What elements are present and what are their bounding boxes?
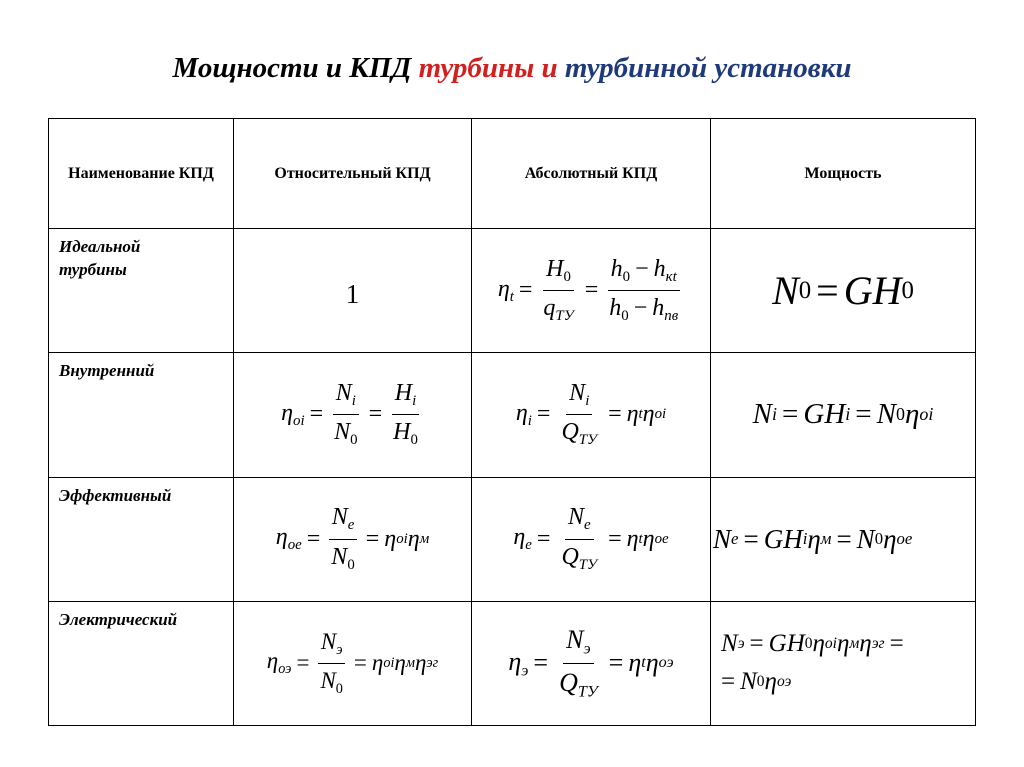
formula-N0: N 0 = G H 0: [772, 268, 914, 314]
header-name: Наименование КПД: [49, 119, 234, 229]
formula-eta-oe: $\eta_{oe}$ = $\frac{N_e}{N_0}$ = η oi η м: [275, 504, 430, 573]
row-label: Электрический: [59, 609, 178, 629]
formula-Ne-el-line2: = N 0 η оэ: [721, 668, 792, 696]
absolute-cell: [472, 353, 711, 477]
absolute-cell: [472, 601, 711, 725]
title-part-black: Мощности и КПД: [172, 52, 419, 84]
page-title: [0, 52, 1024, 85]
row-label-cell: [49, 477, 234, 601]
relative-cell: [234, 229, 472, 353]
table-row: [49, 229, 976, 353]
formula-eta-t: $\eta_t$ = $\frac{H_0}{q_{ТУ}}$ = $\frac{h_0 - h_{кt}}{h_0 - h_{пв}}$: [497, 256, 679, 325]
table-row: [49, 353, 976, 477]
absolute-cell: [472, 229, 711, 353]
power-cell: [711, 601, 976, 725]
formula-eta-i: $\eta_i$ = $\frac{N_i}{Q_{ТУ}}$ = η t η oi: [515, 380, 667, 449]
formula-eta-el: $\eta_э$ = $\frac{N_э}{Q_{ТУ}}$ = η t η оэ: [508, 625, 674, 701]
title-part-red: турбины: [418, 52, 535, 84]
row-label-cell: [49, 353, 234, 477]
row-label: Идеальной турбины: [59, 237, 141, 280]
formula-eta-oe-el: $\eta_{оэ}$ = $\frac{N_э}{N_0}$ = η oi η м η эг: [266, 628, 439, 697]
power-cell: [711, 477, 976, 601]
row-label: Эффективный: [59, 485, 172, 505]
table-row: [49, 601, 976, 725]
efficiency-table: [48, 118, 976, 726]
header-row: [49, 119, 976, 229]
header-absolute: Абсолютный КПД: [472, 119, 711, 229]
relative-cell: [234, 477, 472, 601]
formula-eta-oi: $\eta_{oi}$ = $\frac{N_i}{N_0}$ = $\frac{H_i}{H_0}$: [281, 380, 418, 449]
power-cell: [711, 229, 976, 353]
power-cell: [711, 353, 976, 477]
formula-eta-e: $\eta_e$ = $\frac{N_e}{Q_{ТУ}}$ = η t η oe: [513, 504, 669, 573]
table-row: [49, 477, 976, 601]
title-part-red-2: и: [534, 52, 565, 84]
formula-Ne-el-line1: N э = G H 0 η oi η м η эг =: [721, 630, 904, 658]
header-power: Мощность: [711, 119, 976, 229]
relative-cell: [234, 601, 472, 725]
row-label-cell: [49, 601, 234, 725]
formula-Ni: N i = G H i = N 0 η oi: [752, 398, 934, 431]
title-part-blue: турбинной установки: [564, 52, 852, 84]
formula-Ne: N e = G H i η м = N 0 η oe: [713, 523, 913, 554]
absolute-cell: [472, 477, 711, 601]
header-relative: Относительный КПД: [234, 119, 472, 229]
row-label-cell: [49, 229, 234, 353]
row-label: Внутренний: [59, 361, 155, 381]
relative-cell: [234, 353, 472, 477]
relative-value: 1: [345, 279, 360, 310]
